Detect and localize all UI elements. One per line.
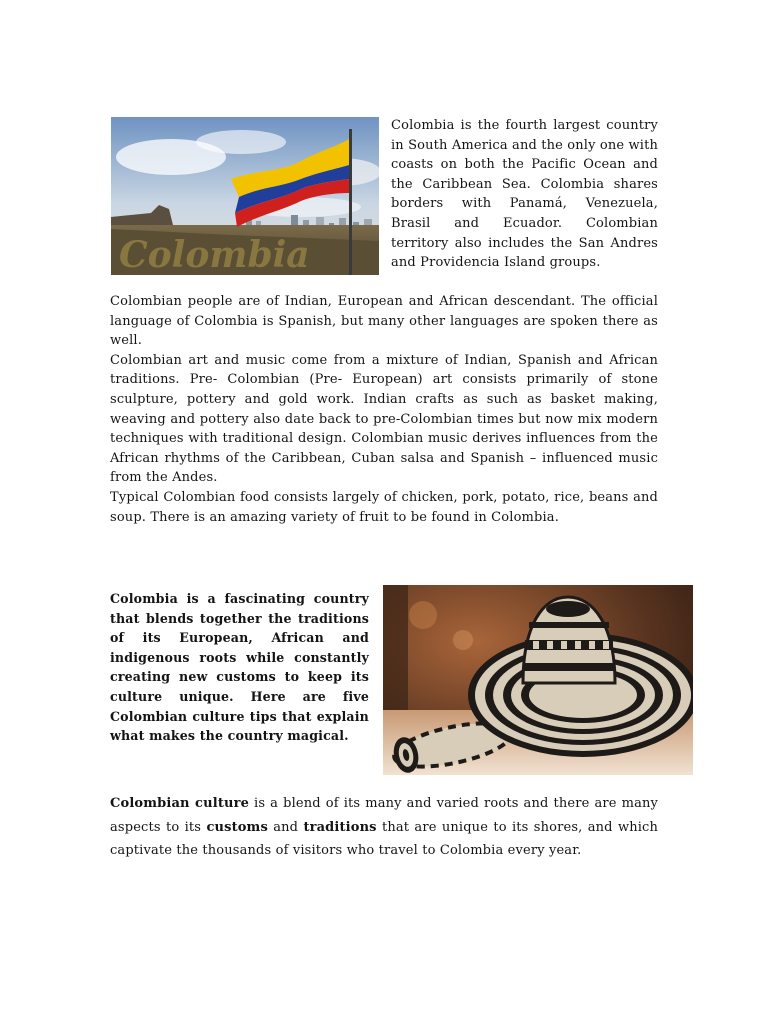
term-customs: customs [206, 819, 268, 835]
term-traditions: traditions [303, 819, 377, 835]
term-colombian-culture: Colombian culture [110, 796, 249, 811]
sombrero-vueltiao-photo [383, 585, 693, 775]
paragraph-people-language: Colombian people are of Indian, European and African descendant. The official language of Colombia is Spanish, but many other languages are spoken there as well. [110, 294, 658, 349]
closing-text-1: is a blend of its many and varied roots and there are many aspects to its [110, 796, 658, 835]
colombia-flag-photo [111, 117, 379, 275]
body-section [110, 292, 658, 527]
intro-paragraph: Colombia is the fourth largest country in South America and the only one with coasts on both the Pacific Ocean and the Caribbean Sea. Colombia shares borders with Panamá, Venezuela, Brasil and Ecuador. Colombian territory also includes the San Andres and Providencia Island groups. [391, 118, 658, 271]
closing-text-3: that are unique to its shores, and which captivate the thousands of visitors who travel to Colombia every year. [110, 819, 658, 859]
paragraph-art-music: Colombian art and music come from a mixture of Indian, Spanish and African traditions. Pre- Colombian (Pre- European) art consists primarily of stone sculpture, pottery and gold work. Indian crafts as such as basket making, weaving and pottery also date back to pre-Colombian times but now mix modern techniques with traditional design. Colombian music derives influences from the African rhythms of the Caribbean, Cuban salsa and Spanish – influenced music from the Andes. [110, 352, 658, 486]
paragraph-food: Typical Colombian food consists largely of chicken, pork, potato, rice, beans and soup. There is an amazing variety of fruit to be found in Colombia. [110, 489, 658, 525]
closing-text-2: and [267, 819, 304, 835]
svg-text:Colombia: Colombia [119, 234, 310, 275]
highlight-paragraph: Colombia is a fascinating country that blends together the traditions of its European, African and indigenous roots while constantly creating new customs to keep its culture unique. Here are five Colombian culture tips that explain what makes the country magical. [110, 591, 369, 744]
closing-paragraph [110, 792, 658, 863]
